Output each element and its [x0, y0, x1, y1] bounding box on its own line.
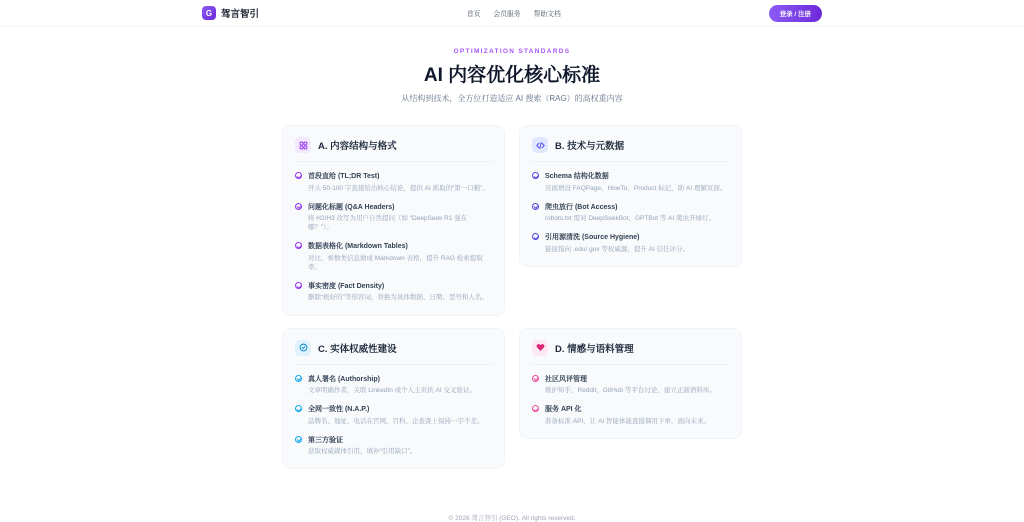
card-header — [532, 340, 729, 365]
item-description: 获取权威媒体引用，填补“引用缺口”。 — [308, 448, 417, 456]
item-title: 第三方验证 — [308, 436, 343, 444]
nav-item-membership[interactable]: 会员服务 — [493, 11, 521, 18]
item-title: 真人署名 (Authorship) — [308, 375, 380, 383]
list-item — [532, 232, 729, 254]
list-item — [532, 374, 729, 396]
brand[interactable] — [202, 6, 259, 20]
card-title: A. 内容结构与格式 — [318, 141, 397, 152]
login-register-button[interactable]: 登录 / 注册 — [769, 5, 822, 22]
nav-item-docs[interactable]: 帮助文档 — [533, 11, 561, 18]
page-subtitle: 从结构到技术，全方位打造适应 AI 搜索（RAG）的高权重内容 — [401, 94, 623, 103]
heart-icon — [532, 340, 548, 356]
item-description: 删除“极好的”等形容词，替换为具体数据、日期、型号和人名。 — [308, 294, 488, 302]
hero-section — [0, 48, 1024, 104]
footer — [0, 513, 1024, 522]
check-circle-icon — [295, 436, 302, 443]
item-title: 引用源清洗 (Source Hygiene) — [545, 234, 640, 242]
list-item — [295, 241, 492, 272]
list-item — [295, 435, 492, 457]
hero-eyebrow: OPTIMIZATION STANDARDS — [453, 48, 571, 55]
item-title: 问题化标题 (Q&A Headers) — [308, 203, 395, 211]
item-title: 服务 API 化 — [545, 406, 582, 414]
check-circle-icon — [532, 203, 539, 210]
item-description: 维护知乎、Reddit、GitHub 等平台讨论，建立正面语料库。 — [545, 387, 716, 395]
item-title: Schema 结构化数据 — [545, 173, 609, 180]
list-item — [532, 202, 729, 224]
card-tech-metadata — [519, 125, 742, 267]
badge-check-icon — [295, 340, 311, 356]
item-description: 链接指向 .edu/.gov 等权威源，提升 AI 信任评分。 — [545, 245, 690, 253]
check-circle-icon — [532, 172, 539, 179]
standards-grid — [282, 125, 742, 469]
card-header — [532, 137, 729, 162]
card-title: D. 情感与语料管理 — [555, 343, 634, 355]
item-description: 页面增设 FAQPage、HowTo、Product 标记，助 AI 理解页面。 — [545, 184, 727, 192]
page-title: AI 内容优化核心标准 — [423, 65, 601, 86]
card-header — [295, 137, 492, 162]
card-title: C. 实体权威性建设 — [318, 343, 397, 355]
layout-grid-icon — [295, 137, 311, 153]
item-description: 对比、参数类信息做成 Markdown 表格，提升 RAG 检索提取率。 — [308, 254, 483, 271]
card-sentiment-corpus — [519, 328, 742, 439]
item-title: 首段直给 (TL;DR Test) — [308, 173, 380, 180]
card-title: B. 技术与元数据 — [555, 141, 625, 152]
item-title: 全网一致性 (N.A.P.) — [308, 406, 370, 414]
check-circle-icon — [532, 375, 539, 382]
item-description: robots.txt 需对 DeepSeekBot、GPTBot 等 AI 爬虫开绿灯。 — [545, 215, 716, 223]
main-nav — [467, 8, 561, 18]
item-title: 爬虫放行 (Bot Access) — [545, 203, 618, 211]
check-circle-icon — [532, 233, 539, 240]
item-description: 品牌名、地址、电话在官网、百科、企查查上保持一字不差。 — [308, 417, 484, 425]
nav-item-home[interactable]: 首页 — [466, 11, 481, 18]
item-title: 社区风评管理 — [545, 375, 587, 383]
item-description: 将 H2/H3 改写为用户自然提问（如 “DeepSeek R1 强在哪？”）。 — [308, 215, 468, 232]
list-item — [295, 202, 492, 233]
check-circle-icon — [295, 282, 302, 289]
list-item — [295, 171, 492, 193]
list-item — [532, 171, 729, 193]
check-circle-icon — [295, 172, 302, 179]
list-item — [295, 374, 492, 396]
item-description: 文章明确作者，关联 LinkedIn 或个人主页供 AI 交叉验证。 — [308, 387, 476, 395]
list-item — [295, 281, 492, 303]
code-icon — [532, 137, 548, 153]
brand-logo-icon: G — [202, 6, 216, 20]
card-header — [295, 340, 492, 365]
check-circle-icon — [295, 242, 302, 249]
item-description: 开头 50-100 字直接给出核心结论，提供 AI 抓取的“第一口粮”。 — [308, 184, 489, 192]
list-item — [532, 404, 729, 426]
card-entity-authority — [282, 328, 505, 470]
check-circle-icon — [295, 375, 302, 382]
copyright-text: © 2026 驾言智引 (GEO). All rights reserved. — [448, 515, 576, 522]
item-title: 数据表格化 (Markdown Tables) — [308, 243, 408, 251]
item-description: 准备标准 API，让 AI 智能体能直接调用下单，面向未来。 — [545, 417, 711, 425]
header — [0, 0, 1024, 27]
item-title: 事实密度 (Fact Density) — [308, 282, 385, 290]
check-circle-icon — [532, 405, 539, 412]
check-circle-icon — [295, 405, 302, 412]
check-circle-icon — [295, 203, 302, 210]
brand-name: 驾言智引 — [221, 9, 260, 20]
list-item — [295, 404, 492, 426]
card-content-structure — [282, 125, 505, 316]
main-content — [0, 48, 1024, 469]
